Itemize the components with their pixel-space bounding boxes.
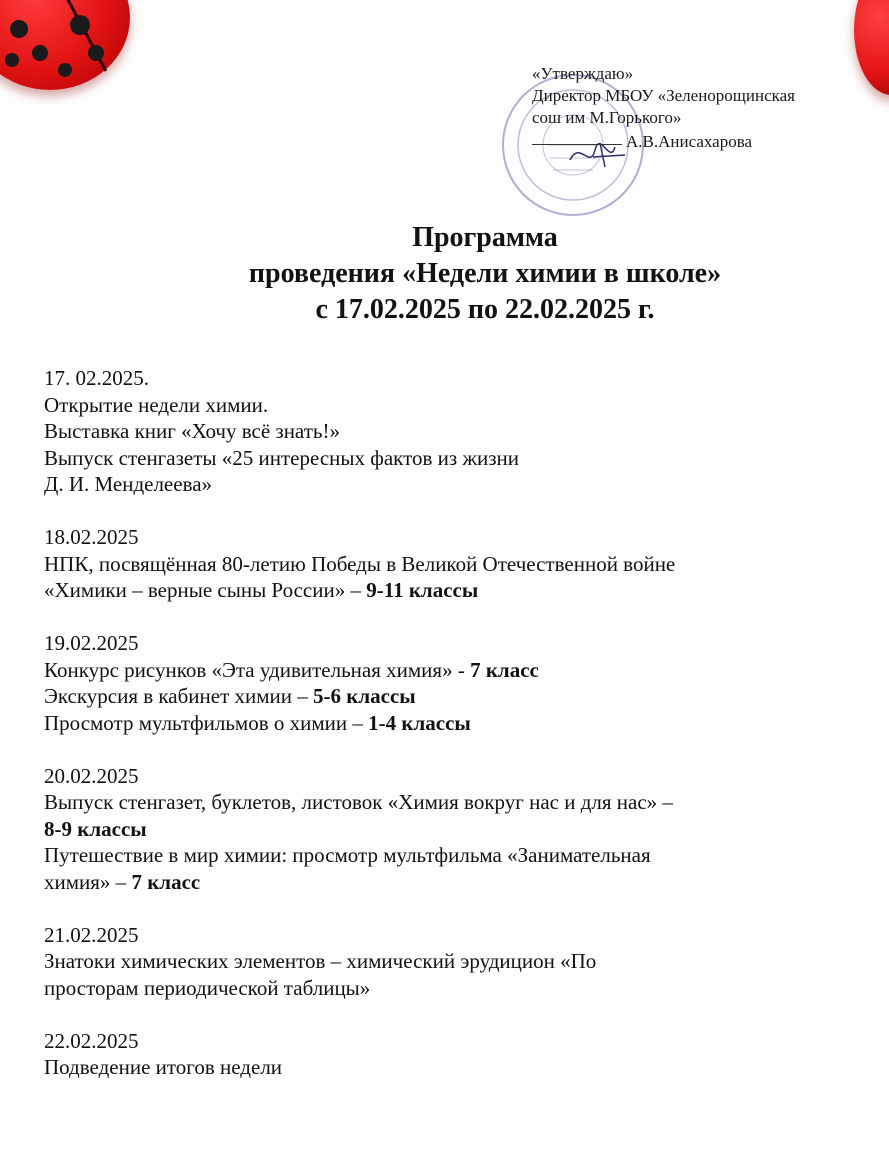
program-event-text: просторам периодической таблицы» xyxy=(44,975,371,1000)
program-event xyxy=(44,789,844,816)
program-event-text: Подведение итогов недели xyxy=(44,1055,283,1079)
program-event xyxy=(44,471,844,498)
program-event xyxy=(44,975,844,1002)
page-title xyxy=(0,220,889,328)
approval-signer: А.В.Анисахарова xyxy=(626,132,753,151)
program-event-audience: 1-4 классы xyxy=(368,710,471,735)
program-day xyxy=(44,630,844,736)
program-event xyxy=(44,577,844,604)
program-event xyxy=(44,683,844,710)
program-event-text: Знатоки химических элементов – химический эрудицион «По xyxy=(44,949,597,973)
program-event-text: Открытие недели химии. xyxy=(44,392,269,417)
program-event xyxy=(44,842,844,869)
program-day-date: 21.02.2025 xyxy=(44,922,139,947)
program-day-date: 19.02.2025 xyxy=(44,631,139,655)
program-day-date: 20.02.2025 xyxy=(44,763,139,788)
program-event xyxy=(44,657,844,684)
approval-line-1: «Утверждаю» xyxy=(532,64,634,83)
program-day xyxy=(44,365,844,498)
title-line-3: с 17.02.2025 по 22.02.2025 г. xyxy=(315,294,655,325)
approval-block xyxy=(532,63,795,153)
program-event xyxy=(44,816,844,843)
program-event-text: Путешествие в мир химии: просмотр мультфильма «Занимательная xyxy=(44,843,651,867)
program-event-text: Выставка книг «Хочу всё знать!» xyxy=(44,419,340,443)
program-event xyxy=(44,392,844,419)
program-event-audience: 9-11 классы xyxy=(366,578,479,602)
signature-line xyxy=(532,144,622,145)
program-event-text: химия» – xyxy=(44,869,132,894)
program-event xyxy=(44,948,844,975)
program-schedule xyxy=(44,365,844,1107)
program-event-audience: 8-9 классы xyxy=(44,816,147,841)
ladybug-right-decoration xyxy=(854,0,889,95)
approval-line-2: Директор МБОУ «Зеленорощинская xyxy=(532,86,795,105)
program-event-text: Выпуск стенгазеты «25 интересных фактов из жизни xyxy=(44,445,519,470)
program-day-date: 17. 02.2025. xyxy=(44,366,149,390)
program-event-text: НПК, посвящённая 80-летию Победы в Великой Отечественной войне xyxy=(44,551,676,576)
program-event-text: Выпуск стенгазет, буклетов, листовок «Химия вокруг нас и для нас» – xyxy=(44,790,673,814)
program-event xyxy=(44,551,844,578)
program-day-date: 22.02.2025 xyxy=(44,1028,139,1053)
program-event-text: «Химики – верные сыны России» – xyxy=(44,578,367,602)
program-event xyxy=(44,710,844,737)
program-event-text: Просмотр мультфильмов о химии – xyxy=(44,710,369,735)
program-day xyxy=(44,1028,844,1081)
program-event-text: Д. И. Менделеева» xyxy=(44,472,213,496)
approval-line-3: сош им М.Горького» xyxy=(532,108,682,127)
program-event xyxy=(44,445,844,472)
program-event xyxy=(44,869,844,896)
program-event xyxy=(44,1054,844,1081)
ladybug-left-decoration xyxy=(0,0,130,90)
program-day-date: 18.02.2025 xyxy=(44,525,139,549)
title-line-1: Программа xyxy=(412,222,558,253)
program-event-audience: 5-6 классы xyxy=(313,684,416,708)
program-event xyxy=(44,418,844,445)
program-event-text: Конкурс рисунков «Эта удивительная химия» - xyxy=(44,657,471,682)
program-day xyxy=(44,763,844,896)
title-line-2: проведения «Недели химии в школе» xyxy=(248,258,722,289)
program-day xyxy=(44,524,844,604)
program-event-audience: 7 класс xyxy=(470,657,539,682)
program-day xyxy=(44,922,844,1002)
program-event-audience: 7 класс xyxy=(131,869,201,894)
program-event-text: Экскурсия в кабинет химии – xyxy=(44,684,314,708)
